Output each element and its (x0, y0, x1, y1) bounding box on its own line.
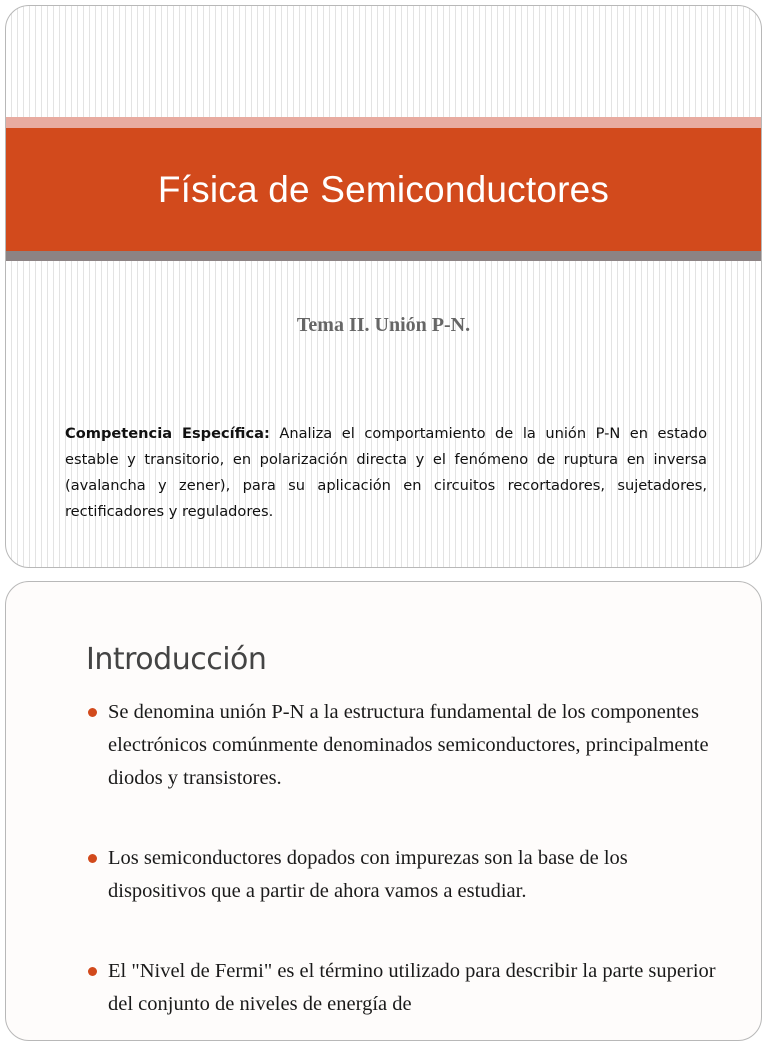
list-item (86, 955, 726, 1021)
dot-bullet-icon (88, 708, 97, 717)
list-item (86, 842, 726, 908)
list-item-text: El "Nivel de Fermi" es el término utilizado para describir la parte superior del conjunto de niveles de energía de (108, 960, 716, 1015)
competencia-paragraph (65, 421, 707, 525)
competencia-text: Analiza el comportamiento de la unión P-N en estado estable y transitorio, en polarización directa y el fenómeno de ruptura en inversa (avalancha y zener), para su aplicación en circuitos recortadores, sujetadores, rectificadores y reguladores. (65, 425, 707, 520)
accent-strip-bottom (6, 251, 761, 261)
slide-subtitle: Tema II. Unión P-N. (296, 314, 471, 336)
slide-title (5, 5, 762, 568)
list-item (86, 696, 726, 795)
accent-strip-top (6, 117, 761, 128)
bullet-list (86, 696, 726, 1021)
title-band (6, 128, 761, 251)
competencia-label: Competencia Específica: (65, 425, 270, 442)
dot-bullet-icon (88, 854, 97, 863)
slide-title-text: Física de Semiconductores (157, 168, 610, 210)
list-item-text: Los semiconductores dopados con impurezas son la base de los dispositivos que a partir de ahora vamos a estudiar. (108, 847, 628, 902)
dot-bullet-icon (88, 967, 97, 976)
slide-introduccion (5, 581, 762, 1041)
section-heading: Introducción (86, 642, 267, 677)
list-item-text: Se denomina unión P-N a la estructura fundamental de los componentes electrónicos comúnmente denominados semiconductores, principalmente diodos y transistores. (108, 701, 709, 789)
